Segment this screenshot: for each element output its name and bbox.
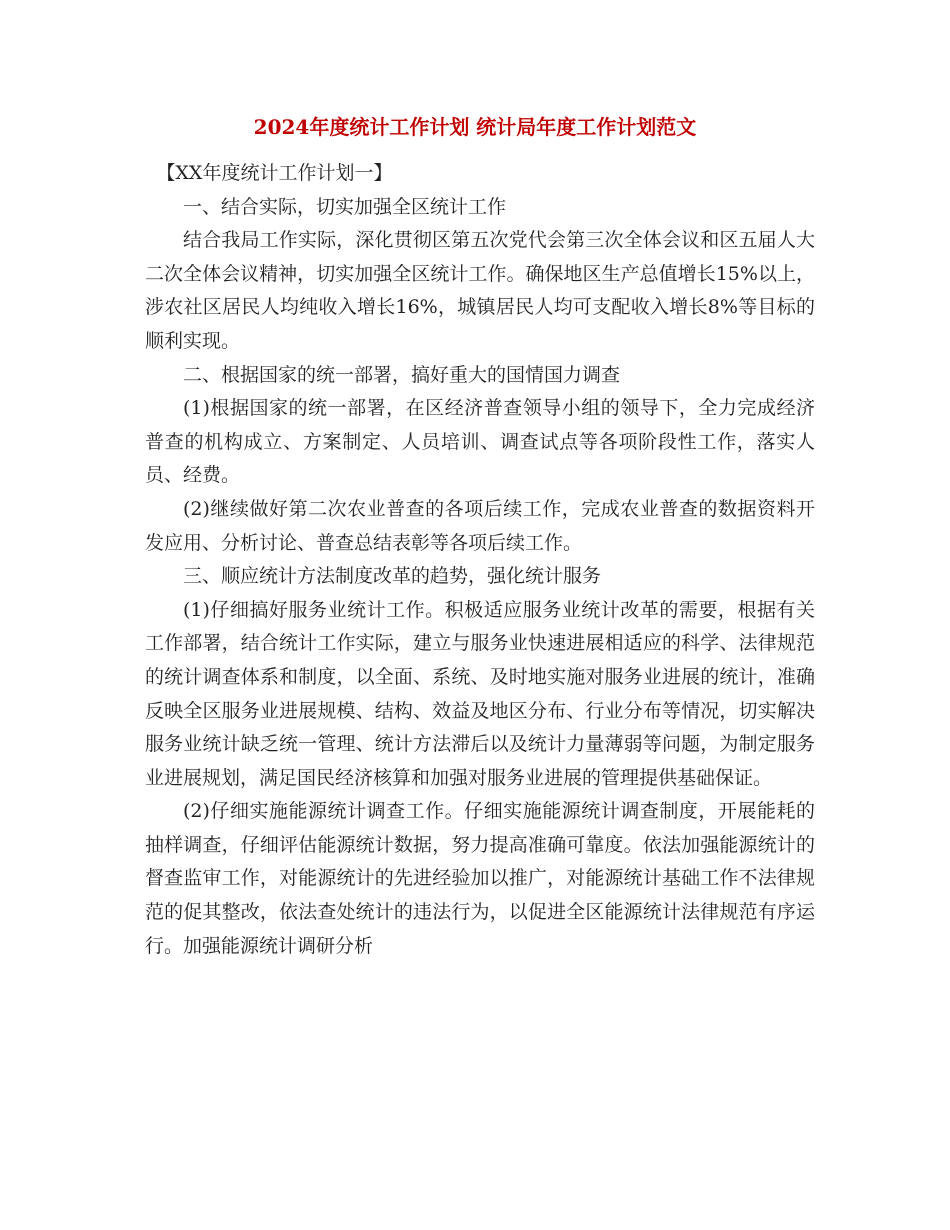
paragraph: (1)根据国家的统一部署，在区经济普查领导小组的领导下，全力完成经济普查的机构成立、方案制定、人员培训、调查试点等各项阶段性工作，落实人员、经费。 (145, 397, 815, 487)
section-heading-1: 一、结合实际，切实加强全区统计工作 (183, 195, 507, 218)
paragraph: (1)仔细搞好服务业统计工作。积极适应服务业统计改革的需要，根据有关工作部署，结合统计工作实际，建立与服务业快速进展相适应的科学、法律规范的统计调查体系和制度，以全面、系统、及时地实施对服务业进展的统计，准确反映全区服务业进展规模、结构、效益及地区分布、行业分布等情况，切实解决服务业统计缺乏统一管理、统计方法滞后以及统计力量薄弱等问题，为制定服务业进展规划，满足国民经济核算和加强对服务业进展的管理提供基础保证。 (145, 598, 815, 789)
document-body (145, 157, 815, 963)
section-heading-2: 二、根据国家的统一部署，搞好重大的国情国力调查 (183, 363, 621, 386)
section-heading-3: 三、顺应统计方法制度改革的趋势，强化统计服务 (183, 565, 602, 588)
document-title: 2024年度统计工作计划 统计局年度工作计划范文 (253, 115, 697, 139)
section-heading-plan-one: 【XX年度统计工作计划一】 (156, 162, 393, 184)
paragraph: (2)仔细实施能源统计调查工作。仔细实施能源统计调查制度，开展能耗的抽样调查，仔细评估能源统计数据，努力提高准确可靠度。依法加强能源统计的督查监审工作，对能源统计的先进经验加以推广，对能源统计基础工作不法律规范的促其整改，依法查处统计的违法行为，以促进全区能源统计法律规范有序运行。加强能源统计调研分析 (145, 800, 815, 957)
paragraph: (2)继续做好第二次农业普查的各项后续工作，完成农业普查的数据资料开发应用、分析讨论、普查总结表彰等各项后续工作。 (145, 497, 815, 554)
paragraph: 结合我局工作实际，深化贯彻区第五次党代会第三次全体会议和区五届人大二次全体会议精神，切实加强全区统计工作。确保地区生产总值增长15%以上，涉农社区居民人均纯收入增长16%，城镇居民人均可支配收入增长8%等目标的顺利实现。 (145, 229, 815, 352)
